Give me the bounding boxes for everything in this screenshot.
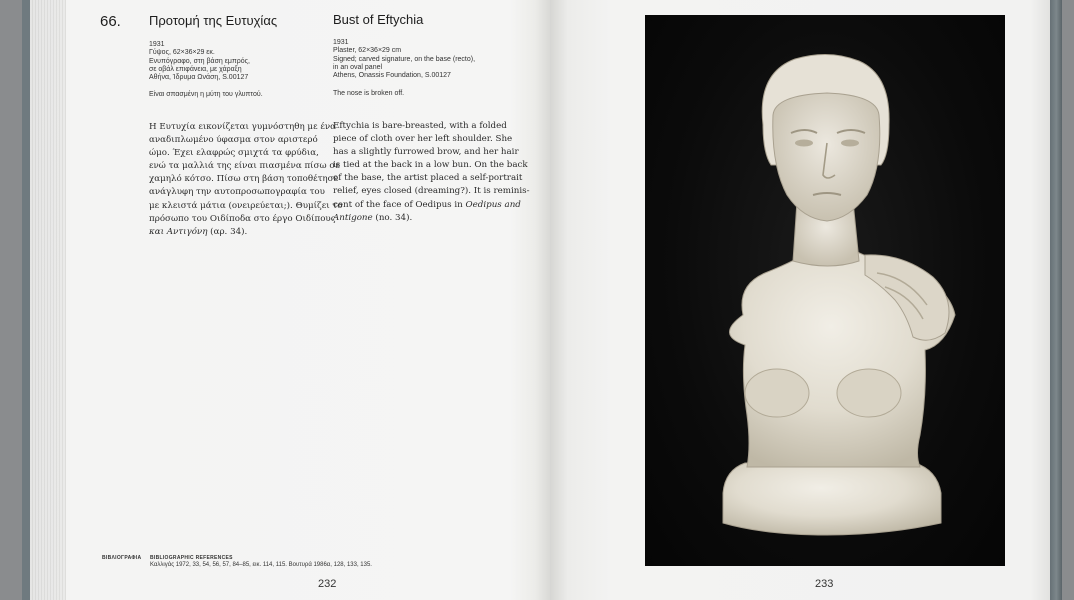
description-english (333, 120, 530, 225)
metadata-line: Plaster, 62×36×29 cm (333, 47, 402, 55)
page-number-right: 233 (815, 578, 834, 590)
metadata-line: 1931 (333, 39, 349, 46)
description-line (333, 212, 509, 225)
references-label-greek: ΒΙΒΛΙΟΓΡΑΦΙΑ (102, 555, 142, 561)
description-line: is tied at the back in a low bun. On the back (333, 160, 528, 171)
description-text: (αρ. 34). (207, 226, 248, 237)
metadata-line: Αθήνα, Ίδρυμα Ωνάση, S.00127 (149, 74, 249, 82)
metadata-line: Γύψος, 62×36×29 εκ. (149, 49, 215, 57)
page-number-left: 232 (318, 578, 337, 590)
bust-illustration (645, 15, 1005, 566)
references-label-english: BIBLIOGRAPHIC REFERENCES (150, 555, 233, 561)
page-leaves (30, 0, 66, 600)
entry-number: 66. (100, 13, 121, 30)
description-line: relief, eyes closed (dreaming?). It is reminis- (333, 186, 530, 197)
metadata-english (333, 39, 475, 80)
description-line: ανάγλυφη την αυτοπροσωπογραφία του (149, 187, 325, 198)
metadata-line: Ενυπόγραφο, στη βάση εμπρός, (149, 57, 250, 65)
description-line: ώμο. Έχει ελαφρώς σμιχτά τα φρύδια, (149, 148, 319, 159)
plaster-bust-photo (645, 15, 1005, 566)
description-line: piece of cloth over her left shoulder. She (333, 134, 513, 145)
description-line: Η Ευτυχία εικονίζεται γυμνόστηθη με ένα (149, 122, 336, 132)
bust-base (723, 463, 941, 535)
description-text: (no. 34). (372, 212, 413, 223)
description-line: has a slightly furrowed brow, and her hair (333, 147, 519, 158)
left-page (30, 0, 550, 600)
description-text: cent of the face of Oedipus in (333, 199, 466, 210)
work-title-italic: Oedipus and (465, 199, 521, 210)
references-text: Καλλιγάς 1972, 33, 54, 56, 57, 84–85, εικ. 114, 115. Βουτυρά 1986α, 128, 133, 135. (150, 562, 372, 568)
metadata-line: in an oval panel (333, 63, 383, 71)
work-title-italic: Antigone (333, 212, 373, 223)
condition-note-english: The nose is broken off. (333, 90, 405, 97)
bust-chest-right (837, 369, 901, 417)
bust-face (773, 93, 880, 221)
metadata-greek (149, 41, 250, 82)
description-line: of the base, the artist placed a self-portrait (333, 173, 523, 184)
metadata-line: σε οβάλ επιφάνεια, με χάραξη (149, 65, 242, 73)
entry-title-greek: Προτομή της Ευτυχίας (149, 13, 278, 28)
metadata-line: Signed; carved signature, on the base (recto), (333, 55, 476, 63)
description-line: ενώ τα μαλλιά της είναι πιασμένα πίσω σε (149, 161, 340, 172)
description-line: χαμηλό κότσο. Πίσω στη βάση τοποθέτησε (149, 174, 339, 185)
description-line: Eftychia is bare-breasted, with a folded (333, 121, 507, 131)
work-title-italic: και Αντιγόνη (149, 226, 208, 237)
description-greek (149, 121, 343, 239)
description-line: αναδιπλωμένο ύφασμα στον αριστερό (149, 135, 318, 146)
description-line: πρόσωπο του Οιδίποδα στο έργο Οιδίπους (149, 213, 336, 224)
bust-chest-left (745, 369, 809, 417)
metadata-line: Athens, Onassis Foundation, S.00127 (333, 72, 451, 80)
metadata-line: 1931 (149, 41, 165, 48)
description-line: με κλειστά μάτια (ονειρεύεται;). Θυμίζει το (149, 200, 343, 211)
book-cover-edge (1048, 0, 1062, 600)
description-line (333, 199, 521, 212)
condition-note-greek: Είναι σπασμένη η μύτη του γλυπτού. (149, 91, 263, 98)
description-line (149, 226, 324, 239)
entry-title-english: Bust of Eftychia (333, 12, 424, 27)
